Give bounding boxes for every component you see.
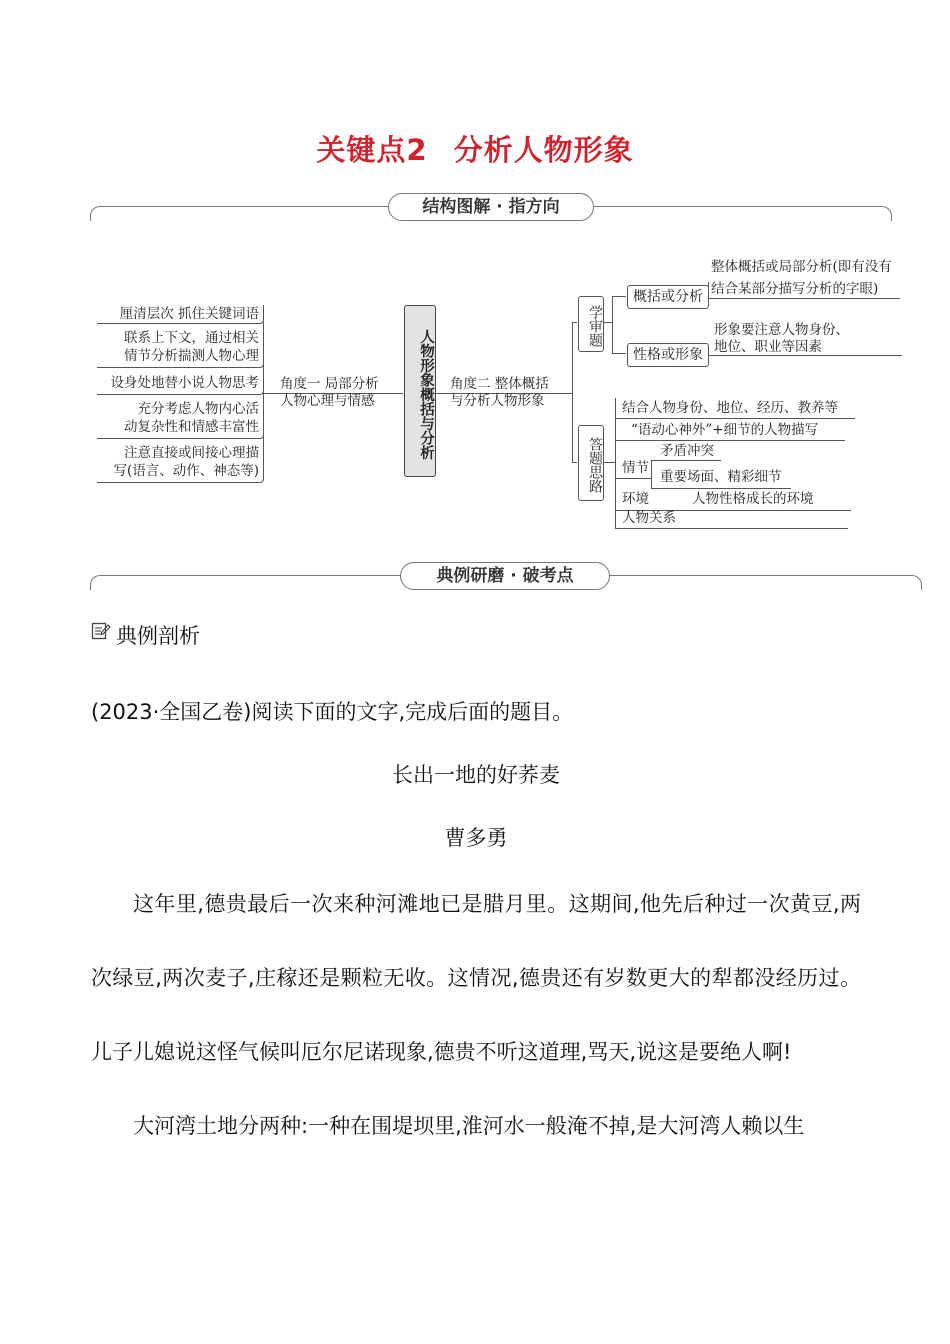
title-prefix: 关键点2: [316, 133, 428, 167]
renwu-line: [615, 528, 848, 529]
shenti-branch-2: [612, 353, 626, 354]
qingjie-line: [615, 478, 651, 479]
shenti-stub: [572, 322, 577, 323]
angle1-label: 角度一 局部分析 人物心理与情感: [280, 376, 379, 409]
article-title: 长出一地的好荞麦: [392, 763, 560, 787]
center-topic-box: 人物形象概括与分析: [404, 305, 436, 477]
dati-item-1: 结合人物身份、地位、经历、教养等: [622, 400, 838, 416]
left-item-2: 联系上下文，通过相关 情节分析揣测人物心理: [97, 329, 264, 368]
left-item-3: 设身处地替小说人物思考: [97, 374, 264, 395]
structure-diagram: [0, 0, 950, 560]
shenti-2-underline: [708, 355, 902, 356]
dati-link: [603, 462, 615, 463]
dati-qingjie: 情节: [622, 460, 649, 476]
qingjie-bracket: [651, 460, 652, 488]
shenti-1-divider: [708, 282, 709, 298]
shenti-1-line2: 结合某部分描写分析的字眼): [711, 281, 879, 297]
shenti-2-line2: 地位、职业等因素: [714, 339, 822, 355]
article-body: [91, 867, 861, 1163]
shenti-box-1: 概括或分析: [627, 285, 709, 309]
left-item-5: 注意直接或间接心理描 写(语言、动作、神态等): [97, 444, 264, 483]
qingjie-sub-2: 重要场面、精彩细节: [660, 469, 782, 485]
article-author: 曹多勇: [444, 826, 508, 850]
angle2-label: 角度二 整体概括 与分析人物形象: [450, 376, 549, 409]
qingjie-sub-2-line: [651, 488, 791, 489]
shenti-bracket: [612, 296, 613, 353]
qingjie-sub-1: 矛盾冲突: [660, 443, 714, 459]
shenti-box: 学审题: [578, 296, 604, 352]
dati-item-2: “语动心神外”+细节的人物描写: [631, 422, 819, 438]
left-bracket-line: [263, 322, 264, 462]
note-edit-icon: [91, 621, 111, 641]
dati-item-1-line: [615, 418, 855, 419]
left-item-1: 厘清层次 抓住关键词语: [97, 305, 264, 324]
example-heading: 典例剖析: [116, 624, 200, 648]
dati-box: 答题思路: [578, 425, 604, 501]
dati-renwu: 人物关系: [622, 510, 676, 526]
qingjie-sub-1-line: [651, 460, 721, 461]
huanjing-desc: 人物性格成长的环境: [692, 491, 814, 507]
left-item-4: 充分考虑人物内心活 动复杂性和情感丰富性: [97, 400, 264, 439]
shenti-branch-1: [612, 296, 626, 297]
dati-huanjing: 环境: [622, 491, 649, 507]
shenti-1-line1: 整体概括或局部分析(即有没有: [711, 259, 892, 275]
shenti-box-2: 性格或形象: [627, 343, 709, 367]
paragraph: 大河湾土地分两种:一种在围堤坝里,淮河水一般淹不掉,是大河湾人赖以生: [133, 1114, 805, 1138]
shenti-link: [603, 322, 612, 323]
right-bracket-line: [572, 322, 573, 462]
section-header-structure: 结构图解 · 指方向: [388, 193, 594, 221]
dati-stub: [572, 462, 577, 463]
title-main: 分析人物形象: [453, 133, 634, 167]
paragraph: 这年里,德贵最后一次来种河滩地已是腊月里。这期间,他先后种过一次黄豆,两次绿豆,两次麦子,庄稼还是颗粒无收。这情况,德贵还有岁数更大的犁都没经历过。儿子儿媳说这怪气候叫厄尔尼诺现象,德贵不听这道理,骂天,说这是要绝人啊!: [91, 892, 861, 1064]
source-line: (2023·全国乙卷)阅读下面的文字,完成后面的题目。: [91, 700, 574, 724]
shenti-1-underline: [708, 298, 900, 299]
section-header-examples: 典例研磨 · 破考点: [400, 562, 610, 590]
dati-item-2-line: [615, 440, 845, 441]
shenti-2-line1: 形象要注意人物身份、: [714, 322, 849, 338]
